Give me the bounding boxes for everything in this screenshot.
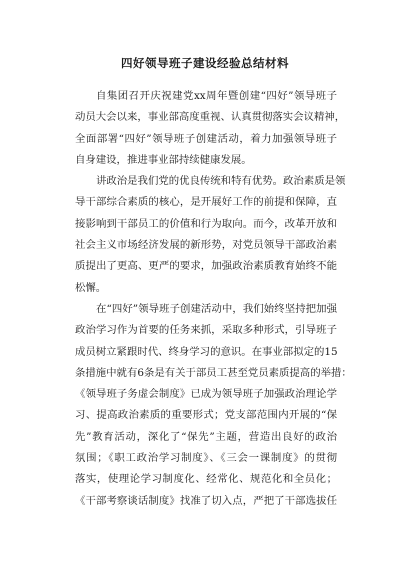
text-line: 习、提高政治素质的重要形式；党支部范围内开展的“保 — [75, 409, 337, 422]
text-line: 《领导班子务虚会制度》已成为领导班子加强政治理论学 — [75, 388, 337, 401]
text-line: 自身建设，推进事业部持续健康发展。 — [75, 153, 252, 166]
document-body — [75, 86, 352, 512]
text-line: 质提出了更高、更严的要求，加强政治素质教育始终不能 — [75, 260, 337, 273]
text-line: 全面部署“四好”领导班子创建活动，着力加强领导班子 — [75, 132, 337, 145]
document-title: 四好领导班子建设经验总结材料 — [121, 56, 289, 70]
text-line: 在“四好”领导班子创建活动中，我们始终坚持把加强 — [96, 302, 337, 315]
text-line: 导干部综合素质的核心，是开展好工作的前提和保障，直 — [75, 196, 337, 209]
paragraph-1 — [75, 86, 346, 171]
text-line: 接影响到干部员工的价值和行为取向。而今，改革开放和 — [75, 217, 337, 230]
text-line: 条措施中就有6条是有关于部员工甚至党员素质提高的举措： — [75, 366, 352, 379]
text-line: 动员大会以来，事业部高度重视、认真贯彻落实会议精神， — [75, 111, 346, 124]
text-line: 政治学习作为首要的任务来抓，采取多种形式，引导班子 — [75, 324, 337, 337]
paragraph-2 — [75, 171, 346, 299]
text-line: 落实，使理论学习制度化、经常化、规范化和全员化； — [75, 473, 337, 486]
text-line: 先”教育活动，深化了“保先”主题，营造出良好的政治 — [75, 430, 337, 443]
paragraph-3 — [75, 299, 352, 512]
text-line: 社会主义市场经济发展的新形势，对党员领导干部政治素 — [75, 239, 337, 252]
text-line: 讲政治是我们党的优良传统和特有优势。政治素质是领 — [96, 175, 346, 188]
text-line: 氛围；《职工政治学习制度》、《三会一课制度》的贯彻 — [75, 452, 337, 465]
text-line: 《干部考察谈话制度》找准了切入点，严把了干部选拔任 — [75, 494, 337, 507]
text-line: 松懈。 — [75, 281, 107, 294]
text-line: 自集团召开庆祝建党xx周年暨创建“四好”领导班子 — [96, 90, 337, 102]
text-line: 成员树立紧跟时代、终身学习的意识。在事业部拟定的15 — [75, 345, 338, 358]
